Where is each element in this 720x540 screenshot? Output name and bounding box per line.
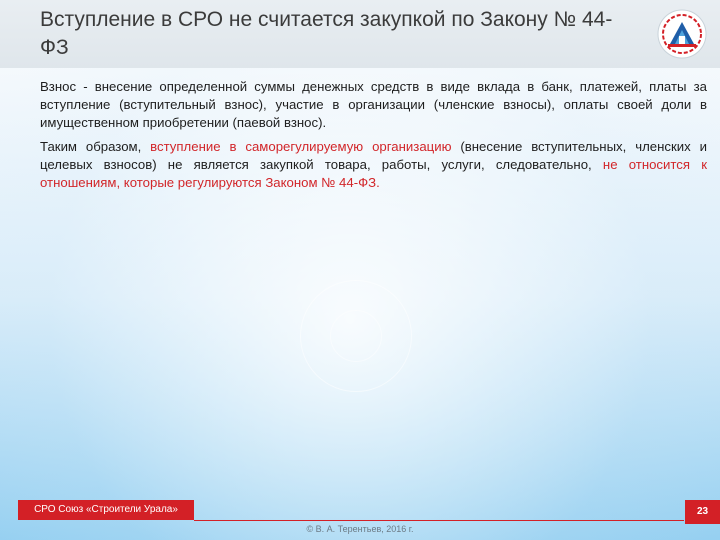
slide-header bbox=[0, 0, 720, 68]
paragraph-text: Таким образом, bbox=[40, 139, 151, 154]
slide-body bbox=[40, 78, 707, 198]
sro-logo-icon bbox=[656, 8, 708, 60]
paragraph-definition: Взнос - внесение определенной суммы денежных средств в виде вклада в банк, платежей, платы за вступление (вступительный взнос), участие в организации (членские взносы), оплаты своей доли в имущественном приобретении (паевой взнос). bbox=[40, 79, 707, 130]
footer-divider bbox=[194, 520, 684, 521]
background-circle-inner bbox=[330, 310, 382, 362]
paragraph-text: (внесение вступительных, членских и целевых взносов) не является закупкой товара, работы, услуги, следовательно, bbox=[40, 139, 707, 172]
footer-organization-label: СРО Союз «Строители Урала» bbox=[18, 500, 194, 520]
slide-title: Вступление в СРО не считается закупкой по Закону № 44-ФЗ bbox=[40, 8, 613, 59]
highlight-text: вступление в саморегулируемую организацию bbox=[150, 139, 452, 154]
highlight-text: не относится к отношениям, которые регулируются Законом № 44-ФЗ. bbox=[40, 157, 707, 190]
copyright-text: © В. А. Терентьев, 2016 г. bbox=[306, 524, 414, 534]
page-number: 23 bbox=[685, 500, 720, 524]
paragraph-conclusion bbox=[40, 138, 707, 192]
